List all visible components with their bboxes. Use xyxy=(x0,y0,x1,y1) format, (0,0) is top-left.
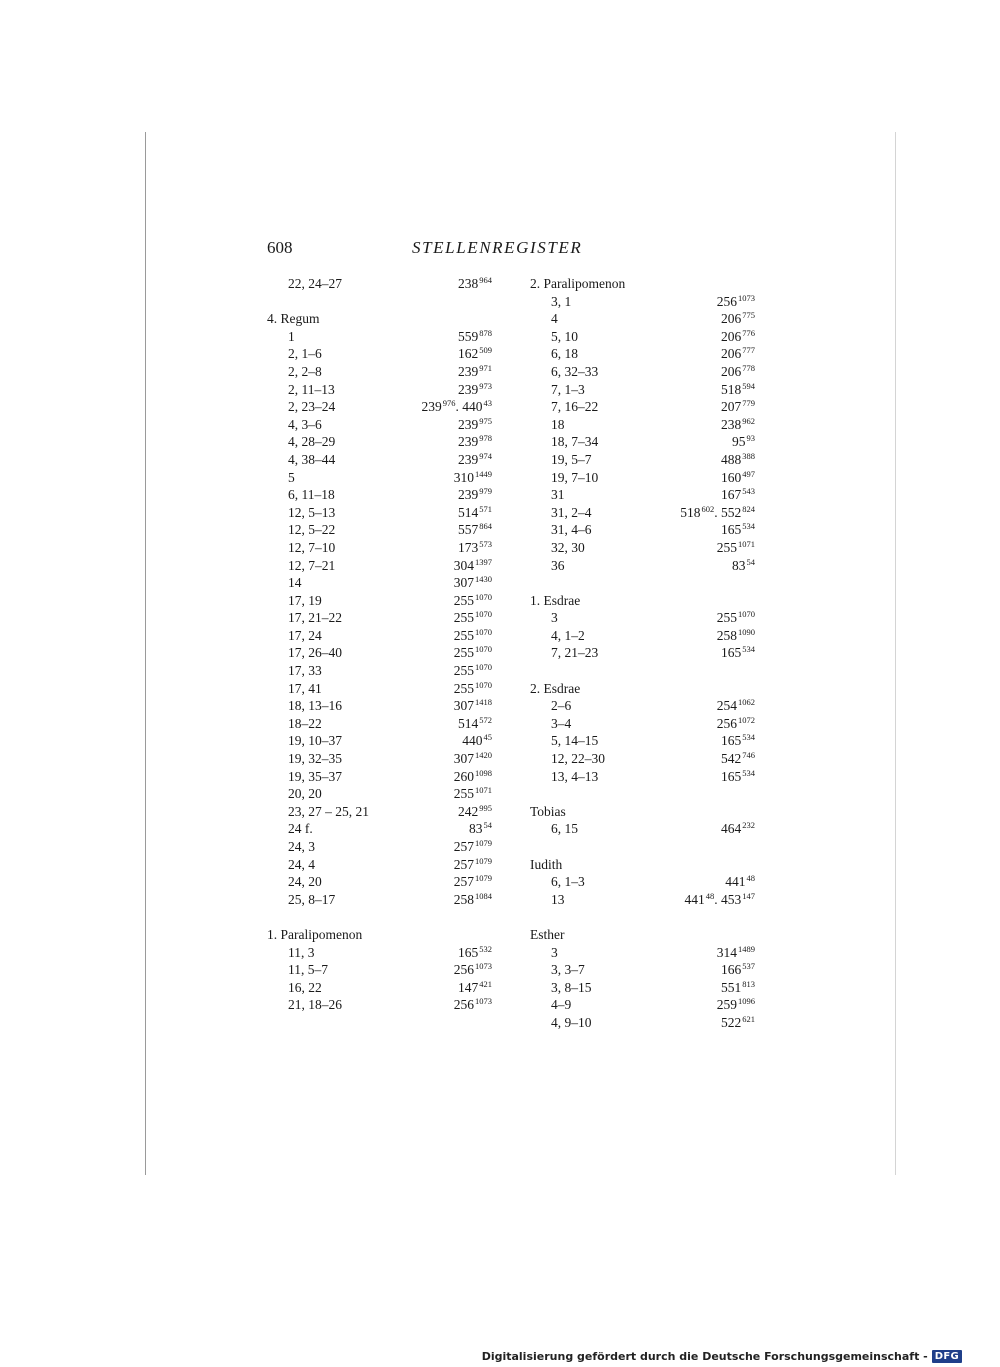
passage-reference: 17, 19 xyxy=(288,592,322,608)
book-heading xyxy=(530,856,755,874)
index-entry xyxy=(530,416,755,434)
index-entry xyxy=(267,644,492,662)
page-footnote-reference: $242^{995}$ xyxy=(458,802,492,819)
page-footnote-reference: $441^{48}$. $453^{147}$ xyxy=(684,890,755,907)
book-title: Esther xyxy=(530,926,565,942)
passage-reference: 3, 3–7 xyxy=(551,962,585,978)
index-entry xyxy=(530,398,755,416)
passage-reference: 4, 28–29 xyxy=(288,434,336,450)
book-title: Iudith xyxy=(530,856,563,872)
passage-reference: 7, 16–22 xyxy=(551,399,599,415)
index-entry xyxy=(530,539,755,557)
passage-reference: 32, 30 xyxy=(551,539,585,555)
index-entry xyxy=(267,557,492,575)
index-entry xyxy=(530,310,755,328)
book-title: Tobias xyxy=(530,803,566,819)
passage-reference: 5, 14–15 xyxy=(551,733,599,749)
index-entry xyxy=(267,521,492,539)
passage-reference: 17, 21–22 xyxy=(288,610,342,626)
passage-reference: 13, 4–13 xyxy=(551,768,599,784)
index-entry xyxy=(267,750,492,768)
index-entry xyxy=(267,697,492,715)
passage-reference: 24, 20 xyxy=(288,874,322,890)
index-entry xyxy=(267,732,492,750)
page-footnote-reference: $207^{779}$ xyxy=(721,398,755,415)
passage-reference: 18, 13–16 xyxy=(288,698,342,714)
page-footnote-reference: $256^{1073}$ xyxy=(716,292,755,309)
page-footnote-reference: $255^{1070}$ xyxy=(453,609,492,626)
page-footnote-reference: $518^{594}$ xyxy=(721,380,755,397)
book-heading xyxy=(530,275,755,293)
page-footnote-reference: $259^{1096}$ xyxy=(716,996,755,1013)
passage-reference: 12, 5–22 xyxy=(288,522,336,538)
index-entry xyxy=(267,944,492,962)
index-entry xyxy=(267,433,492,451)
passage-reference: 2–6 xyxy=(551,698,572,714)
index-entry xyxy=(267,609,492,627)
page-footnote-reference: $255^{1071}$ xyxy=(453,785,492,802)
index-entry xyxy=(530,961,755,979)
passage-reference: 11, 5–7 xyxy=(288,962,328,978)
index-entry xyxy=(267,398,492,416)
index-entry xyxy=(530,732,755,750)
page-footnote-reference: $147^{421}$ xyxy=(458,978,492,995)
index-entry xyxy=(267,856,492,874)
index-entry xyxy=(530,381,755,399)
index-entry xyxy=(530,486,755,504)
page-footnote-reference: $258^{1090}$ xyxy=(716,626,755,643)
spacer xyxy=(530,662,755,680)
book-title: 2. Paralipomenon xyxy=(530,276,626,291)
index-entry xyxy=(267,381,492,399)
page-footnote-reference: $514^{571}$ xyxy=(458,503,492,520)
index-column-left xyxy=(267,275,492,1014)
passage-reference: 5 xyxy=(288,469,295,485)
page-footnote-reference: $238^{964}$ xyxy=(458,275,492,291)
passage-reference: 16, 22 xyxy=(288,979,322,995)
index-entry xyxy=(267,891,492,909)
spacer xyxy=(530,785,755,803)
page-footnote-reference: $166^{537}$ xyxy=(721,961,755,978)
index-entry xyxy=(267,486,492,504)
index-entry xyxy=(530,293,755,311)
passage-reference: 18, 7–34 xyxy=(551,434,599,450)
index-entry xyxy=(530,557,755,575)
book-title: 4. Regum xyxy=(267,311,320,327)
spacer xyxy=(530,838,755,856)
index-entry xyxy=(267,768,492,786)
passage-reference: 4, 38–44 xyxy=(288,451,336,467)
passage-reference: 19, 5–7 xyxy=(551,451,592,467)
index-entry xyxy=(530,469,755,487)
index-entry xyxy=(530,750,755,768)
page-footnote-reference: $304^{1397}$ xyxy=(453,556,492,573)
index-entry xyxy=(530,609,755,627)
page-footnote-reference: $239^{979}$ xyxy=(458,486,492,503)
book-heading xyxy=(267,310,492,328)
passage-reference: 2, 11–13 xyxy=(288,381,335,397)
page-footnote-reference: $255^{1071}$ xyxy=(716,538,755,555)
index-entry xyxy=(267,961,492,979)
index-entry xyxy=(530,627,755,645)
page-footnote-reference: $238^{962}$ xyxy=(721,415,755,432)
index-entry xyxy=(530,891,755,909)
index-entry xyxy=(530,345,755,363)
page-footnote-reference: $255^{1070}$ xyxy=(453,679,492,696)
book-heading xyxy=(530,592,755,610)
page-footnote-reference: $257^{1079}$ xyxy=(453,838,492,854)
page-footnote-reference: $239^{976}$. $440^{43}$ xyxy=(421,398,492,415)
page-footnote-reference: $441^{48}$ xyxy=(725,873,755,890)
index-entry xyxy=(530,328,755,346)
index-entry xyxy=(267,504,492,522)
passage-reference: 12, 5–13 xyxy=(288,504,336,520)
passage-reference: 36 xyxy=(551,557,565,573)
page-footnote-reference: $165^{532}$ xyxy=(458,943,492,960)
passage-reference: 18 xyxy=(551,416,565,432)
passage-reference: 11, 3 xyxy=(288,944,315,960)
passage-reference: 19, 7–10 xyxy=(551,469,599,485)
book-title: 1. Esdrae xyxy=(530,592,581,608)
index-entry xyxy=(267,345,492,363)
page-footnote-reference: $206^{775}$ xyxy=(721,310,755,327)
index-entry xyxy=(267,416,492,434)
page-footnote-reference: $557^{864}$ xyxy=(458,521,492,538)
page-footnote-reference: $206^{777}$ xyxy=(721,345,755,362)
passage-reference: 4, 9–10 xyxy=(551,1014,592,1030)
page-footnote-reference: $257^{1079}$ xyxy=(453,873,492,890)
page-footnote-reference: $165^{534}$ xyxy=(721,732,755,749)
index-entry xyxy=(530,697,755,715)
running-head: STELLENREGISTER xyxy=(412,238,583,257)
index-entry xyxy=(530,979,755,997)
index-entry xyxy=(267,803,492,821)
page-footnote-reference: $551^{813}$ xyxy=(721,978,755,995)
passage-reference: 2, 2–8 xyxy=(288,363,322,379)
spacer xyxy=(267,293,492,311)
passage-reference: 4–9 xyxy=(551,997,572,1013)
passage-reference: 19, 35–37 xyxy=(288,768,342,784)
page-footnote-reference: $165^{534}$ xyxy=(721,521,755,538)
index-entry xyxy=(530,944,755,962)
page-footnote-reference: $522^{621}$ xyxy=(721,1013,755,1030)
passage-reference: 20, 20 xyxy=(288,786,322,802)
index-entry xyxy=(267,328,492,346)
page-footnote-reference: $258^{1084}$ xyxy=(453,890,492,907)
page-footnote-reference: $160^{497}$ xyxy=(721,468,755,485)
index-entry xyxy=(530,873,755,891)
page-footnote-reference: $95^{93}$ xyxy=(732,433,755,450)
page-footnote-reference: $173^{573}$ xyxy=(458,538,492,555)
page-footnote-reference: $514^{572}$ xyxy=(458,714,492,731)
page-footnote-reference: $83^{54}$ xyxy=(469,820,492,837)
page-footnote-reference: $255^{1070}$ xyxy=(453,591,492,608)
passage-reference: 4, 1–2 xyxy=(551,627,585,643)
passage-reference: 12, 7–21 xyxy=(288,557,336,573)
index-entry xyxy=(267,662,492,680)
passage-reference: 13 xyxy=(551,891,565,907)
book-heading xyxy=(530,803,755,821)
page-footnote-reference: $464^{232}$ xyxy=(721,820,755,837)
page-footnote-reference: $239^{971}$ xyxy=(458,362,492,379)
footer-text: Digitalisierung gefördert durch die Deutsche Forschungsgemeinschaft - xyxy=(481,1350,928,1363)
page-footnote-reference: $542^{746}$ xyxy=(721,750,755,767)
index-entry xyxy=(267,539,492,557)
page-footnote-reference: $559^{878}$ xyxy=(458,327,492,344)
page-footnote-reference: $310^{1449}$ xyxy=(453,468,492,485)
passage-reference: 31 xyxy=(551,487,565,503)
index-entry xyxy=(267,715,492,733)
page-footnote-reference: $255^{1070}$ xyxy=(453,662,492,679)
passage-reference: 21, 18–26 xyxy=(288,997,342,1013)
index-entry xyxy=(267,979,492,997)
passage-reference: 18–22 xyxy=(288,715,322,731)
index-entry xyxy=(267,820,492,838)
index-entry xyxy=(530,363,755,381)
page-footnote-reference: $256^{1072}$ xyxy=(716,714,755,731)
passage-reference: 17, 26–40 xyxy=(288,645,342,661)
passage-reference: 3, 8–15 xyxy=(551,979,592,995)
left-margin-rule xyxy=(145,132,146,1175)
index-entry xyxy=(267,680,492,698)
page-footnote-reference: $256^{1073}$ xyxy=(453,961,492,978)
passage-reference: 6, 32–33 xyxy=(551,363,599,379)
index-entry xyxy=(267,627,492,645)
page-footnote-reference: $239^{974}$ xyxy=(458,450,492,467)
passage-reference: 17, 24 xyxy=(288,627,322,643)
passage-reference: 7, 1–3 xyxy=(551,381,585,397)
passage-reference: 3–4 xyxy=(551,715,572,731)
page-footnote-reference: $255^{1070}$ xyxy=(716,609,755,626)
index-entry xyxy=(530,451,755,469)
page-footnote-reference: $254^{1062}$ xyxy=(716,697,755,714)
page-footnote-reference: $239^{973}$ xyxy=(458,380,492,397)
passage-reference: 14 xyxy=(288,575,302,591)
passage-reference: 25, 8–17 xyxy=(288,891,336,907)
index-entry xyxy=(267,275,492,293)
passage-reference: 24 f. xyxy=(288,821,313,837)
index-entry xyxy=(530,1014,755,1032)
passage-reference: 1 xyxy=(288,328,295,344)
index-entry xyxy=(267,996,492,1014)
page-footnote-reference: $162^{509}$ xyxy=(458,345,492,362)
index-entry xyxy=(530,644,755,662)
passage-reference: 12, 22–30 xyxy=(551,751,605,767)
passage-reference: 19, 10–37 xyxy=(288,733,342,749)
passage-reference: 24, 4 xyxy=(288,856,315,872)
passage-reference: 3, 1 xyxy=(551,293,572,309)
passage-reference: 7, 21–23 xyxy=(551,645,599,661)
page-footnote-reference: $440^{45}$ xyxy=(462,732,492,749)
page-footnote-reference: $206^{778}$ xyxy=(721,362,755,379)
page-footnote-reference: $256^{1073}$ xyxy=(453,996,492,1013)
index-entry xyxy=(530,768,755,786)
index-entry xyxy=(267,451,492,469)
page-footnote-reference: $206^{776}$ xyxy=(721,327,755,344)
page-footnote-reference: $307^{1430}$ xyxy=(453,574,492,591)
passage-reference: 17, 33 xyxy=(288,663,322,679)
passage-reference: 31, 4–6 xyxy=(551,522,592,538)
page-footnote-reference: $167^{543}$ xyxy=(721,486,755,503)
spacer xyxy=(530,574,755,592)
index-entry xyxy=(530,820,755,838)
page-footnote-reference: $239^{978}$ xyxy=(458,433,492,450)
passage-reference: 23, 27 – 25, 21 xyxy=(288,803,369,819)
spacer xyxy=(530,908,755,926)
passage-reference: 12, 7–10 xyxy=(288,539,336,555)
passage-reference: 4, 3–6 xyxy=(288,416,322,432)
page-footnote-reference: $307^{1420}$ xyxy=(453,750,492,767)
book-title: 2. Esdrae xyxy=(530,680,581,696)
passage-reference: 24, 3 xyxy=(288,839,315,854)
passage-reference: 4 xyxy=(551,311,558,327)
book-heading xyxy=(530,926,755,944)
page-footnote-reference: $257^{1079}$ xyxy=(453,855,492,872)
passage-reference: 5, 10 xyxy=(551,328,578,344)
index-entry xyxy=(530,996,755,1014)
index-entry xyxy=(530,715,755,733)
index-entry xyxy=(267,574,492,592)
passage-reference: 2, 1–6 xyxy=(288,346,322,362)
passage-reference: 17, 41 xyxy=(288,680,322,696)
passage-reference: 31, 2–4 xyxy=(551,504,592,520)
footer-credit xyxy=(482,1350,962,1363)
page-footnote-reference: $260^{1098}$ xyxy=(453,767,492,784)
page-footnote-reference: $307^{1418}$ xyxy=(453,697,492,714)
passage-reference: 3 xyxy=(551,610,558,626)
dfg-logo: DFG xyxy=(932,1350,962,1363)
page-footnote-reference: $239^{975}$ xyxy=(458,415,492,432)
page-footnote-reference: $165^{534}$ xyxy=(721,767,755,784)
book-title: 1. Paralipomenon xyxy=(267,926,363,942)
page-footnote-reference: $83^{54}$ xyxy=(732,556,755,573)
book-heading xyxy=(267,926,492,944)
index-entry xyxy=(267,592,492,610)
spacer xyxy=(267,908,492,926)
page-footnote-reference: $255^{1070}$ xyxy=(453,644,492,661)
page-footnote-reference: $165^{534}$ xyxy=(721,644,755,661)
book-heading xyxy=(530,680,755,698)
passage-reference: 6, 15 xyxy=(551,821,578,837)
passage-reference: 6, 18 xyxy=(551,346,578,362)
index-entry xyxy=(267,873,492,891)
page-footnote-reference: $518^{602}$. $552^{824}$ xyxy=(680,503,755,520)
passage-reference: 3 xyxy=(551,944,558,960)
page-footnote-reference: $314^{1489}$ xyxy=(716,943,755,960)
page-number: 608 xyxy=(267,238,293,257)
passage-reference: 2, 23–24 xyxy=(288,399,336,415)
passage-reference: 22, 24–27 xyxy=(288,276,342,291)
index-entry xyxy=(267,363,492,381)
index-entry xyxy=(530,521,755,539)
page-footnote-reference: $255^{1070}$ xyxy=(453,626,492,643)
index-entry xyxy=(530,504,755,522)
index-column-right xyxy=(530,275,755,1032)
index-entry xyxy=(530,433,755,451)
index-entry xyxy=(267,785,492,803)
passage-reference: 6, 1–3 xyxy=(551,874,585,890)
index-entry xyxy=(267,838,492,856)
passage-reference: 6, 11–18 xyxy=(288,487,335,503)
passage-reference: 19, 32–35 xyxy=(288,751,342,767)
page-footnote-reference: $488^{388}$ xyxy=(721,450,755,467)
index-entry xyxy=(267,469,492,487)
right-margin-rule xyxy=(895,132,896,1175)
